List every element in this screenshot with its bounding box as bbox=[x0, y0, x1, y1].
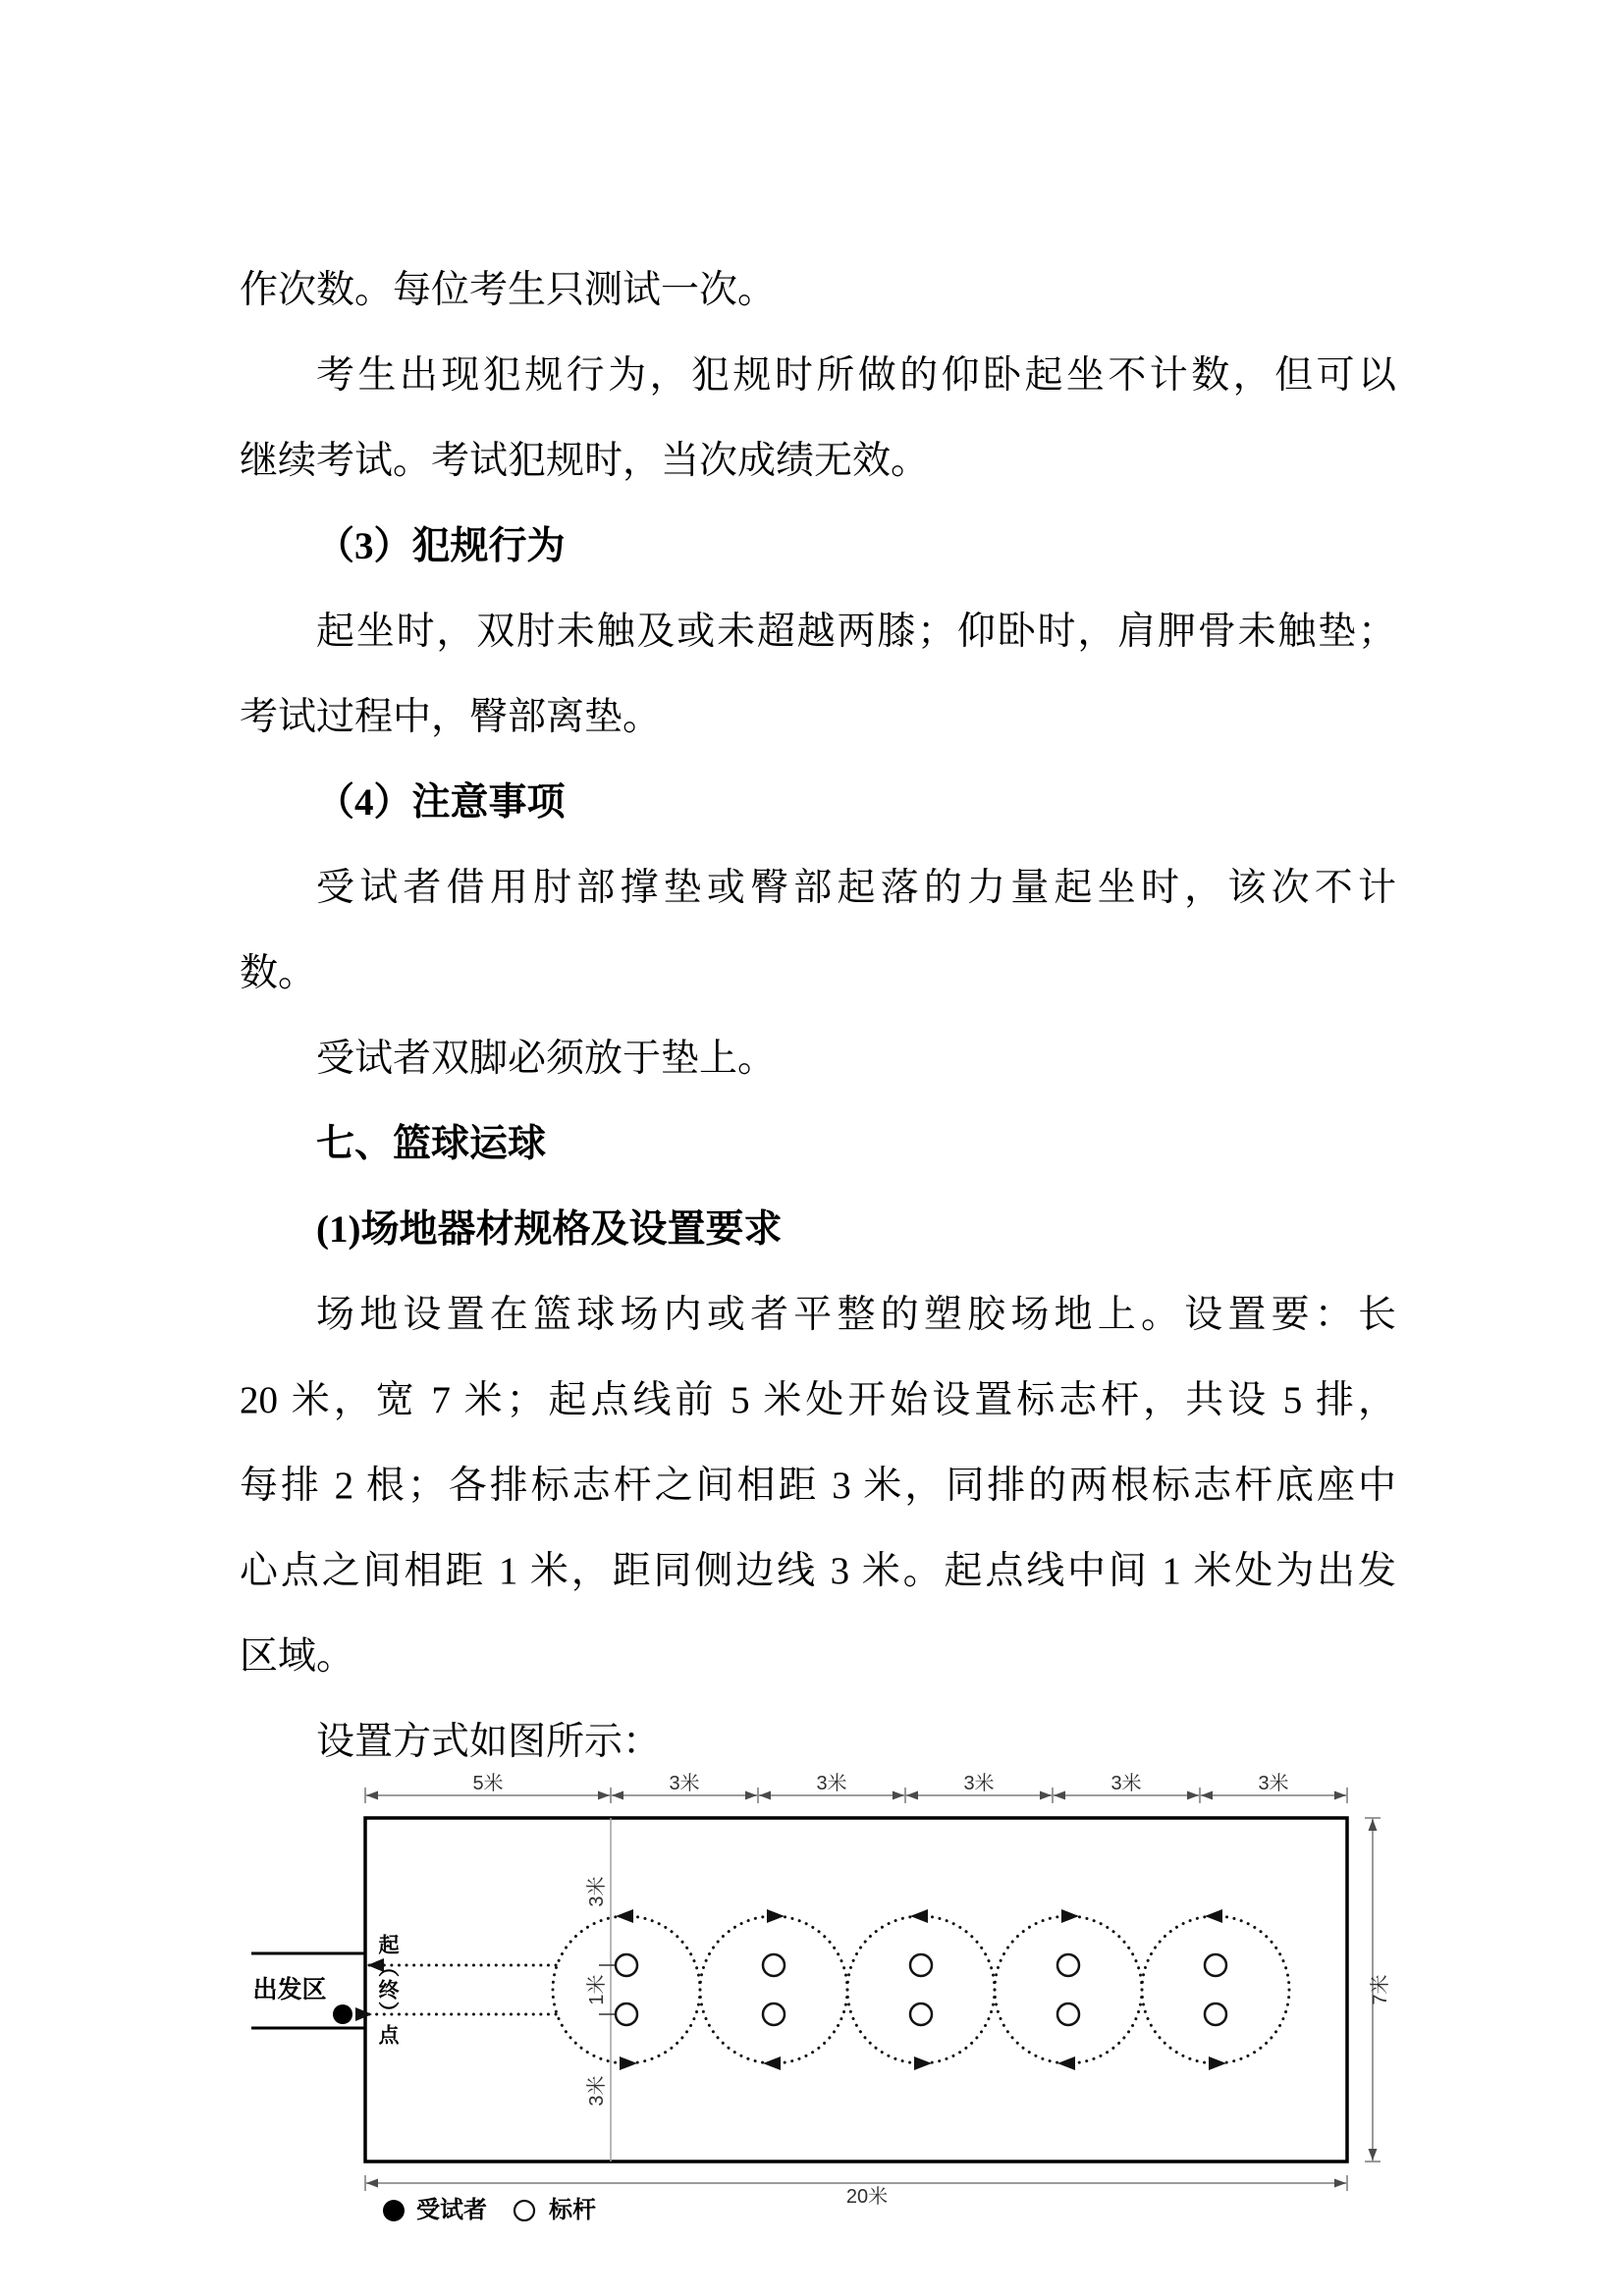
dim-label-bottom-margin: 3米 bbox=[586, 2075, 608, 2107]
text-line: 受试者借用肘部撑垫或臀部起落的力量起坐时，该次不计 bbox=[316, 867, 1396, 909]
text-line: 受试者双脚必须放于垫上。 bbox=[316, 1038, 777, 1080]
dim-label-3m: 3米 bbox=[963, 1773, 995, 1794]
dim-label-5m: 5米 bbox=[472, 1773, 504, 1794]
text-line: 每排 2 根；各排标志杆之间相距 3 米，同排的两根标志杆底座中 bbox=[240, 1465, 1396, 1507]
course-diagram bbox=[0, 1773, 1624, 2296]
document-body bbox=[240, 247, 1396, 1785]
course-diagram-graphics bbox=[0, 1777, 1624, 2296]
text-line: 设置方式如图所示： bbox=[316, 1721, 662, 1763]
text-line: 考试过程中，臀部离垫。 bbox=[240, 696, 662, 738]
text-line: 区域。 bbox=[240, 1635, 355, 1678]
text-line: 考生出现犯规行为，犯规时所做的仰卧起坐不计数，但可以 bbox=[316, 354, 1396, 397]
dim-label-3m: 3米 bbox=[1258, 1773, 1289, 1794]
dim-label-top-margin: 3米 bbox=[586, 1876, 608, 1907]
text-line: （3）犯规行为 bbox=[316, 525, 566, 567]
text-line: 心点之间相距 1 米，距同侧边线 3 米。起点线中间 1 米处为出发 bbox=[240, 1550, 1396, 1592]
dim-label-3m: 3米 bbox=[669, 1773, 700, 1794]
dim-label-height-7m: 7米 bbox=[1370, 1974, 1391, 2005]
dim-label-3m: 3米 bbox=[1110, 1773, 1142, 1794]
court-outline bbox=[365, 1818, 1347, 2162]
dim-label-3m: 3米 bbox=[816, 1773, 847, 1794]
dim-label-row-gap: 1米 bbox=[586, 1974, 608, 2005]
text-line: 数。 bbox=[240, 952, 317, 994]
legend-participant-icon bbox=[383, 2200, 405, 2221]
legend-participant-label: 受试者 bbox=[416, 2197, 487, 2223]
text-line: 七、篮球运球 bbox=[316, 1123, 547, 1165]
text-line: 作次数。每位考生只测试一次。 bbox=[240, 269, 777, 311]
text-line: (1)场地器材规格及设置要求 bbox=[316, 1208, 783, 1251]
start-finish-label: 起（终）点 bbox=[376, 1934, 399, 2047]
text-line: 20 米，宽 7 米；起点线前 5 米处开始设置标志杆，共设 5 排， bbox=[240, 1379, 1396, 1421]
legend-pole-label: 标杆 bbox=[549, 2197, 596, 2223]
participant-start-dot bbox=[333, 2004, 352, 2024]
text-line: （4）注意事项 bbox=[316, 781, 566, 824]
start-zone-label: 出发区 bbox=[252, 1976, 327, 2003]
text-line: 场地设置在篮球场内或者平整的塑胶场地上。设置要：长 bbox=[316, 1294, 1396, 1336]
text-line: 起坐时，双肘未触及或未超越两膝；仰卧时，肩胛骨未触垫； bbox=[316, 611, 1396, 653]
text-line: 继续考试。考试犯规时，当次成绩无效。 bbox=[240, 440, 930, 482]
dim-label-length-20m: 20米 bbox=[845, 2186, 889, 2208]
